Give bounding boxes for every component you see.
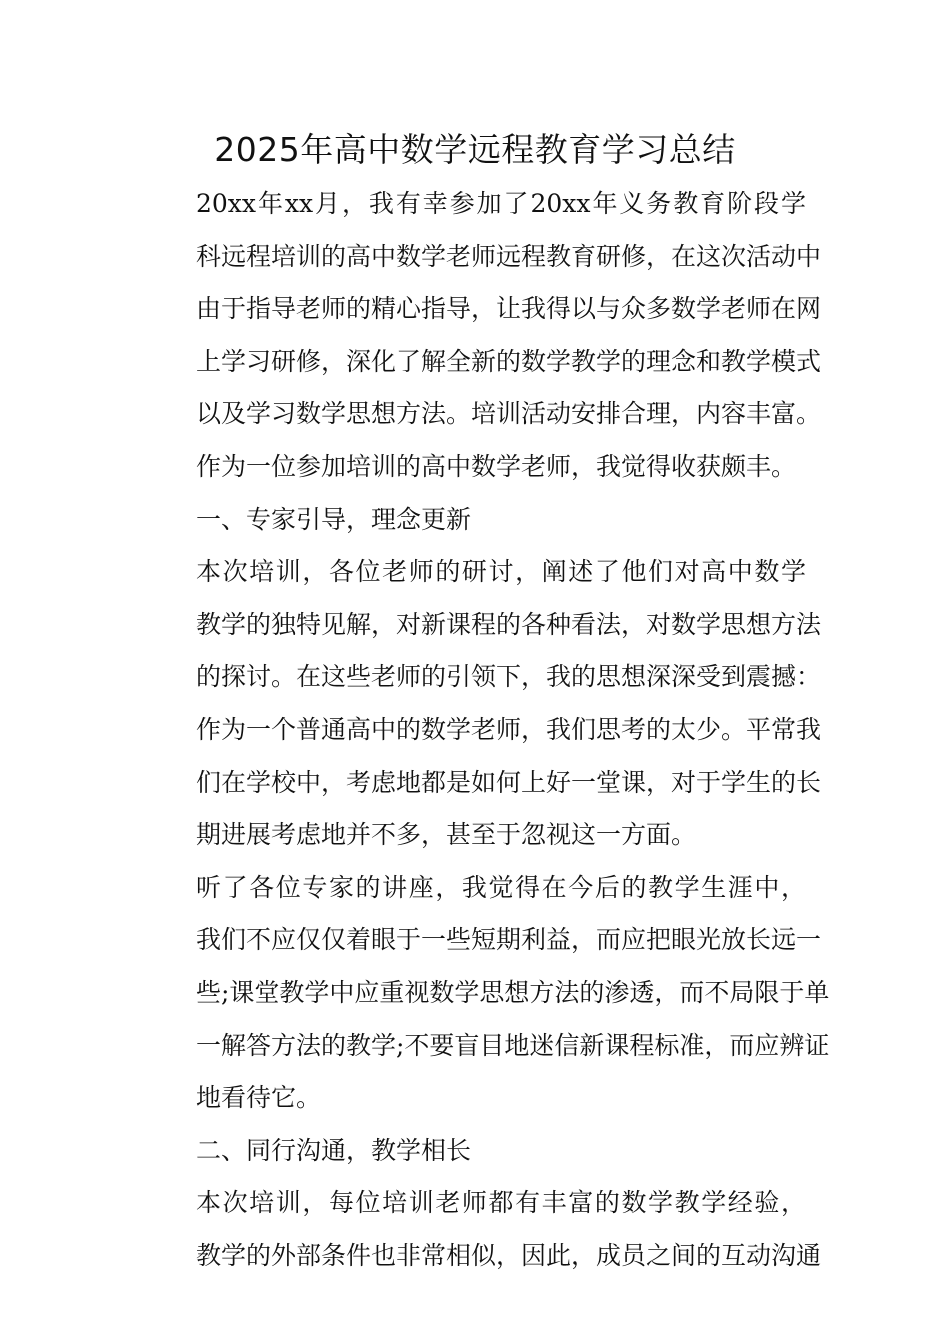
text-line: 教学的独特见解，对新课程的各种看法，对数学思想方法 — [196, 609, 822, 639]
text-line: 些;课堂教学中应重视数学思想方法的渗透，而不局限于单 — [196, 977, 830, 1007]
text-line: 一、专家引导，理念更新 — [196, 504, 472, 534]
text-line: 期进展考虑地并不多，甚至于忽视这一方面。 — [196, 820, 697, 850]
text-line: 们在学校中，考虑地都是如何上好一堂课，对于学生的长 — [196, 767, 822, 797]
text-line: 作为一位参加培训的高中数学老师，我觉得收获颇丰。 — [196, 451, 797, 481]
text-line: 本次培训，各位老师的研讨，阐述了他们对高中数学 — [196, 557, 806, 587]
paragraph-lectures — [146, 862, 830, 1125]
text-line: 作为一个普通高中的数学老师，我们思考的太少。平常我 — [196, 714, 822, 744]
text-line: 由于指导老师的精心指导，让我得以与众多数学老师在网 — [196, 294, 822, 324]
text-line: 一解答方法的教学;不要盲目地迷信新课程标准，而应辨证 — [196, 1030, 830, 1060]
text-line: 听了各位专家的讲座，我觉得在今后的教学生涯中， — [196, 872, 806, 902]
text-line: 地看待它。 — [196, 1083, 322, 1113]
text-line: 20xx年xx月，我有幸参加了20xx年义务教育阶段学 — [196, 189, 806, 218]
text-line: 科远程培训的高中数学老师远程教育研修，在这次活动中 — [196, 241, 822, 271]
section-heading-1 — [146, 494, 806, 547]
text-line: 的探讨。在这些老师的引领下，我的思想深深受到震撼： — [196, 662, 822, 692]
section-heading-2 — [146, 1125, 806, 1178]
text-line: 我们不应仅仅着眼于一些短期利益，而应把眼光放长远一 — [196, 925, 822, 955]
paragraph-intro — [146, 178, 822, 494]
text-line: 二、同行沟通，教学相长 — [196, 1135, 472, 1165]
text-line: 上学习研修，深化了解全新的数学教学的理念和教学模式 — [196, 346, 822, 376]
document-title: 2025年高中数学远程教育学习总结 — [214, 130, 736, 169]
paragraph-section-1 — [146, 546, 822, 862]
text-line: 教学的外部条件也非常相似，因此，成员之间的互动沟通 — [196, 1240, 822, 1270]
paragraph-section-2 — [146, 1177, 822, 1282]
text-line: 以及学习数学思想方法。培训活动安排合理，内容丰富。 — [196, 399, 822, 429]
document-body — [146, 178, 830, 1282]
text-line: 本次培训，每位培训老师都有丰富的数学教学经验， — [196, 1188, 806, 1218]
